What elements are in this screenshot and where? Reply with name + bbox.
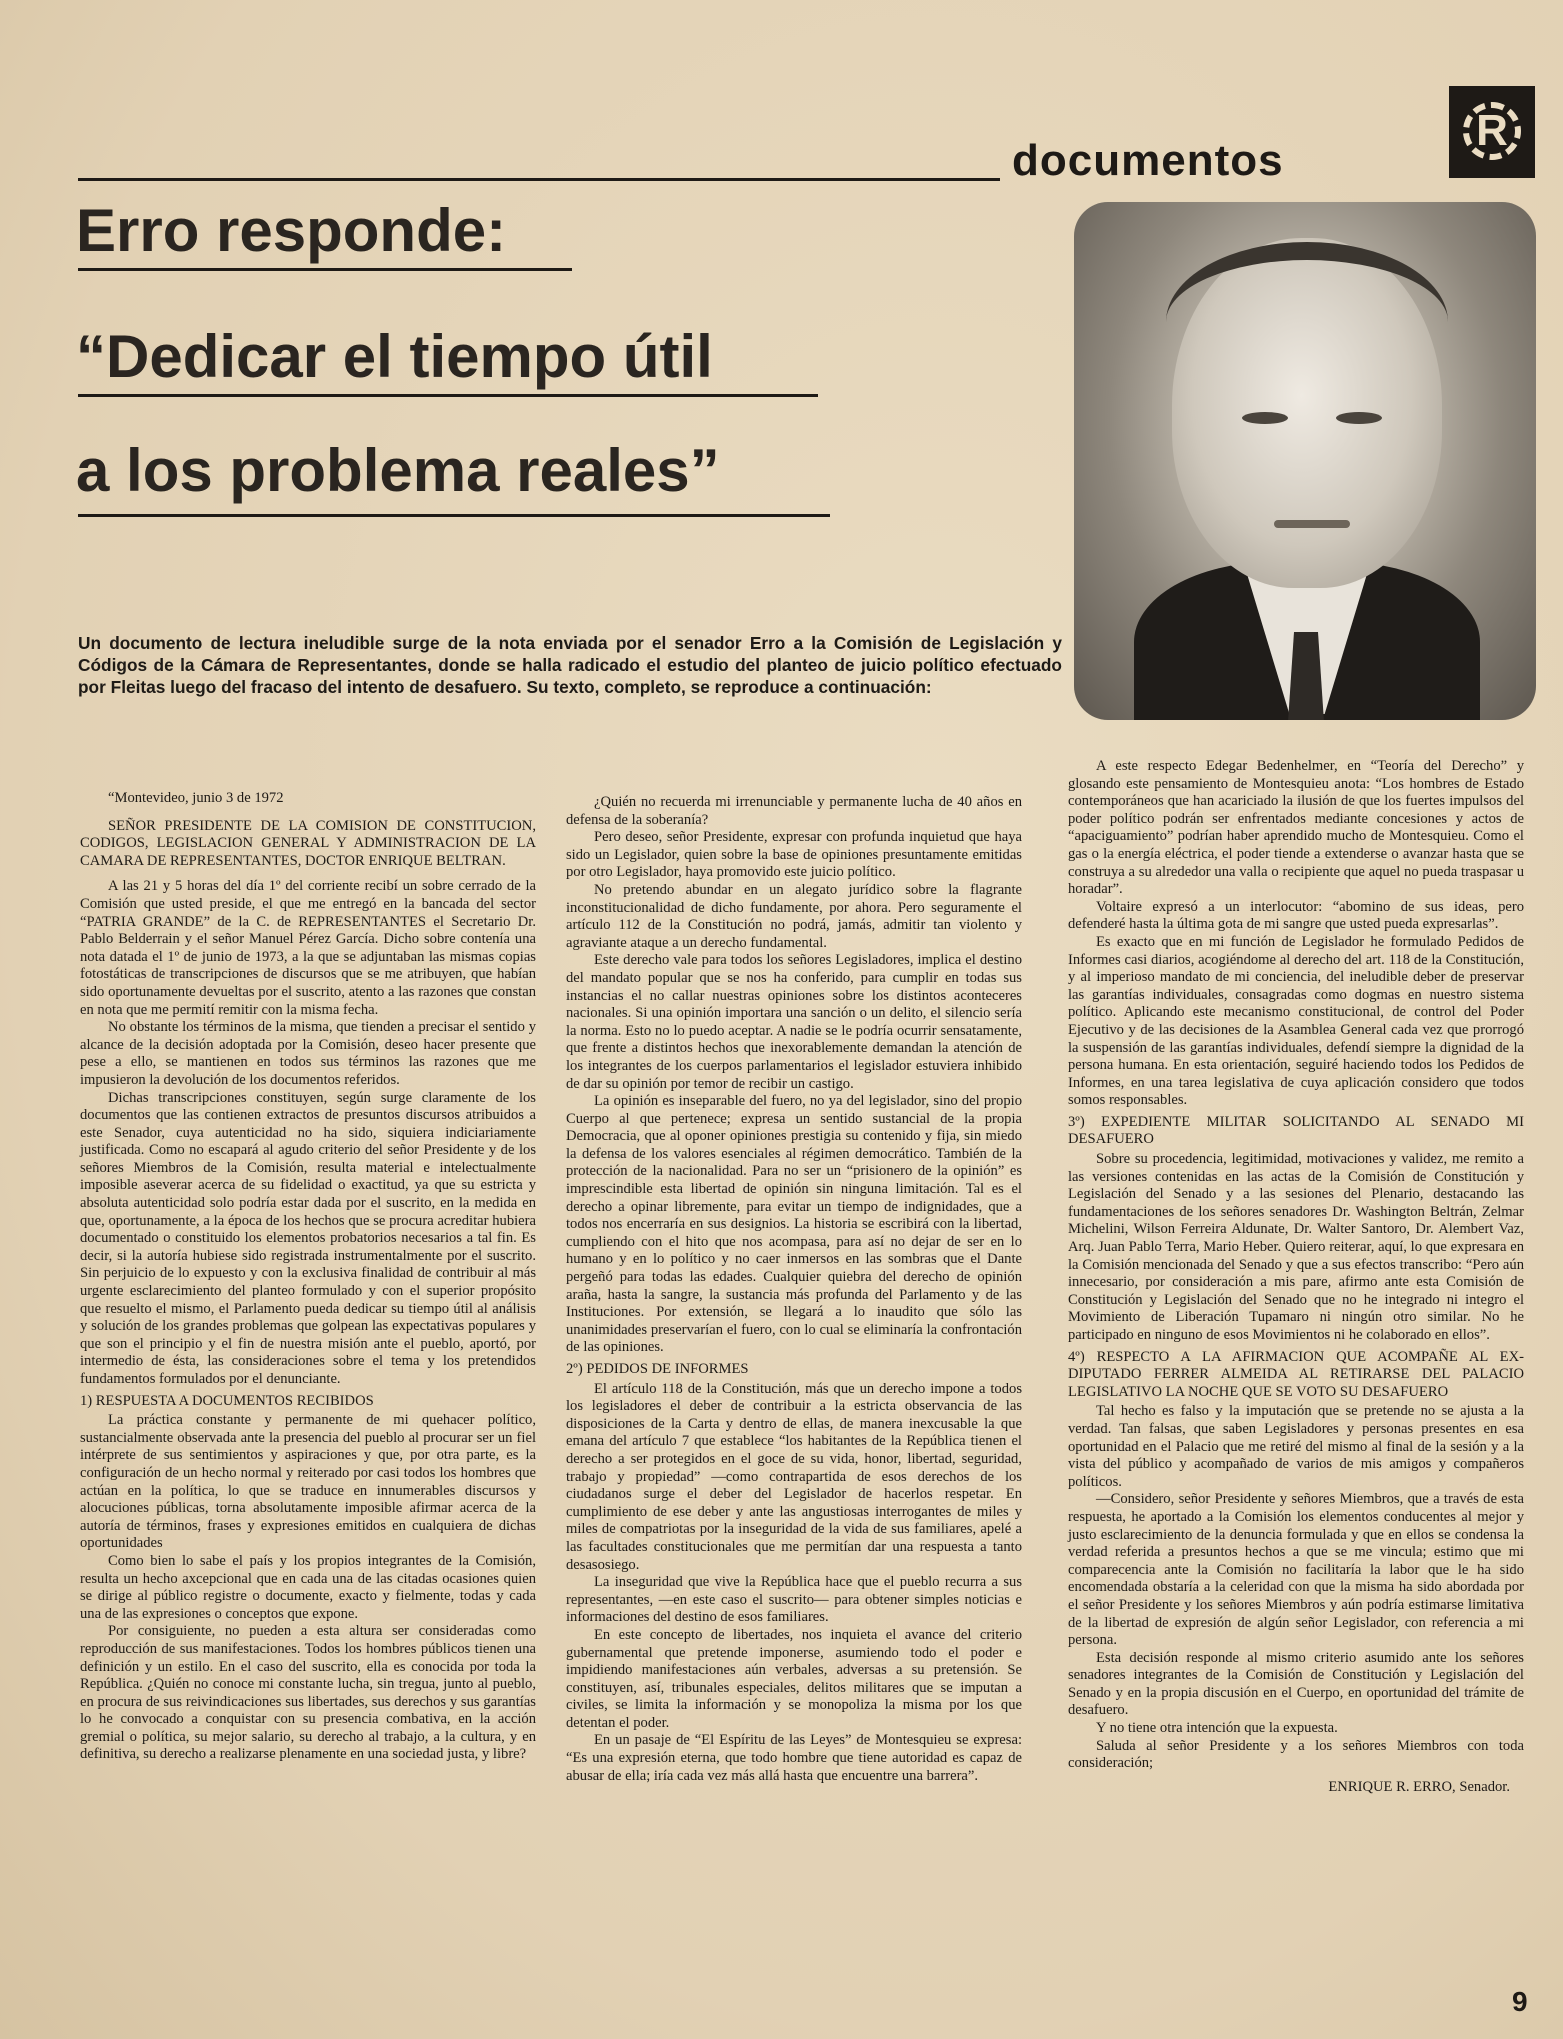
paragraph: ¿Quién no recuerda mi irrenunciable y permanente lucha de 40 años en defensa de la soberanía? — [566, 794, 1022, 828]
section-heading-3: 3º) EXPEDIENTE MILITAR SOLICITANDO AL SENADO MI DESAFUERO — [1068, 1113, 1524, 1148]
paragraph: Tal hecho es falso y la imputación que se pretende no se ajusta a la verdad. Tan falsas, que saben Legisladores y personas presentes en esa oportunidad en el Palacio que me retiré del mismo al final de la sesión y a la vista del público y acompañado de varios de mis amigos y compañeros políticos. — [1068, 1403, 1524, 1490]
headline-rule-1 — [78, 394, 818, 397]
section-label: documentos — [1012, 136, 1284, 185]
headline-rule-2 — [78, 514, 830, 517]
portrait-hair — [1166, 242, 1448, 402]
section-heading-1: 1) RESPUESTA A DOCUMENTOS RECIBIDOS — [80, 1392, 374, 1409]
paragraph: La opinión es inseparable del fuero, no ya del legislador, sino del propio Cuerpo al que pertenece; expresa un sentido sustancial de la propia Democracia, que al oponer opiniones prestigia su contenido y fija, sin miedo la defensa de los valores esenciales al régimen democrático. También de la protección de la nacionalidad. Para no ser un “prisionero de la opinión” es imprescindible esta libertad de opinión sin ninguna limitación. Tal es el derecho a opinar libremente, para evitar un tiempo de indignidades, que a todos nos encerraría en sus designios. La historia se escribirá con la libertad, cumpliendo con el hito que nos acompasa, para así no dejar de ser en lo humano y en lo político y no caer inmersos en las sombras que el Dante pergeñó para todas las edades. Cualquier quiebra del derecho de opinión araña, hasta la sangre, la sustancia más profunda del Parlamento y de las Instituciones. Por extensión, se llegará a lo inaudito que sólo las unanimidades preservarían el fuero, con lo cual se eliminaría la confrontación de las opiniones. — [566, 1093, 1022, 1356]
headline-line-2: a los problema reales” — [76, 437, 720, 504]
page-number: 9 — [1512, 1986, 1528, 2017]
dateline: “Montevideo, junio 3 de 1972 — [108, 790, 284, 806]
paragraph: Saluda al señor Presidente y a los señores Miembros con toda consideración; — [1068, 1737, 1524, 1772]
paragraph: Por consiguiente, no pueden a esta altura ser consideradas como reproducción de sus manifestaciones. Todos los hombres públicos tienen una definición y un estilo. En el caso del suscrito, ella es conocida por toda la República. ¿Quién no conoce mi constante lucha, sin tregua, junto al pueblo, en procura de sus reivindicaciones sus libertades, sus derechos y sus garantías lo he convocado a conquistar con su presencia combativa, en la acción gremial o política, su mejor salario, su derecho al trabajo, a la cultura, y en definitiva, su derecho a realizarse plenamente en una sociedad justa, y libre? — [80, 1623, 536, 1763]
signature: ENRIQUE R. ERRO, Senador. — [1328, 1778, 1510, 1795]
paragraph: Dichas transcripciones constituyen, según surge claramente de los documentos que las contienen extractos de presuntos discursos atribuidos a este Senador, cuya autenticidad no ha sido, siquiera indiciariamente justificada. Como no escapará al agudo criterio del señor Presidente y de los señores Miembros de la Comisión, resulta material e intelectualmente imposible aseverar acerca de su fidelidad o exactitud, ya que su estricta y absoluta autenticidad solo podría estar dada por el suscrito, en la medida en que, oportunamente, a la época de los hechos que se procura acreditar hubiera documentado o constituido los elementos probatorios necesarios a tal fin. Es decir, si la autoría hubiese sido registrada instrumentalmente por el suscrito. Sin perjuicio de lo expuesto y con la exclusiva finalidad de contribuir al más urgente esclarecimiento del planteo formulado y con el superior propósito que resuelto el mismo, el Parlamento pueda dedicar su tiempo útil al análisis y solución de los grandes problemas que golpean las expectativas populares y que son el principio y el fin de nuestra misión ante el pueblo, aportó, por intermedio de ésta, las consideraciones sobre el tema y los pretendidos fundamentos formulados por el denunciante. — [80, 1089, 536, 1387]
paragraph: Y no tiene otra intención que la expuesta. — [1096, 1720, 1338, 1737]
paragraph: La inseguridad que vive la República hace que el pueblo recurra a sus representantes, —en este caso el suscrito— para obtener simples noticias e informaciones del destino de esos familiares. — [566, 1574, 1022, 1626]
paragraph: No obstante los términos de la misma, que tienden a precisar el sentido y alcance de la decisión adoptada por la Comisión, deseo hacer presente que pese a ello, se mantienen en todos sus términos las razones que me impusieron la devolución de los documentos referidos. — [80, 1019, 536, 1088]
paragraph: Es exacto que en mi función de Legislador he formulado Pedidos de Informes casi diarios, acogiéndome al derecho del art. 118 de la Constitución, y al imperioso mandato de mi conciencia, del ineludible deber de preservar las garantías individuales, consagradas como dogmas en nuestro sistema político. Aplicando este mecanismo constitucional, de control del Poder Ejecutivo y de las decisiones de la Asamblea General cada vez que prorrogó la suspensión de las garantías individuales, defendí siempre la dignidad de la persona humana. En esta orientación, seguiré haciendo todos los Pedidos de Informes, en una tarea legislativa de cuya aplicación considero que todos somos responsables. — [1068, 933, 1524, 1109]
portrait-mouth — [1274, 520, 1350, 528]
portrait-eye-right — [1336, 412, 1382, 424]
paragraph: —Considero, señor Presidente y señores Miembros, que a través de esta respuesta, he aportado a la Comisión los elementos conducentes al mejor y justo esclarecimiento de la denuncia formulada y que en ellos se condensa la verdad referida a presuntos hechos a que se me vincula; estimo que mi comparecencia ante la Comisión no facilitaría la labor que le ha sido encomendada obstaría a la celeridad con que la misma ha sido abordada por el señor Presidente y los señores Miembros y aún podría estimarse limitativa de la libertad de expresión de algún señor Legislador, con referencia a mi persona. — [1068, 1491, 1524, 1649]
section-heading-4: 4º) RESPECTO A LA AFIRMACION QUE ACOMPAÑE AL EX-DIPUTADO FERRER ALMEIDA AL RETIRARSE DEL PALACIO LEGISLATIVO LA NOCHE QUE SE VOTO SU DESAFUERO — [1068, 1348, 1524, 1400]
magazine-logo-icon — [1449, 86, 1535, 178]
headline-kicker: Erro responde: — [76, 197, 507, 264]
paragraph: En un pasaje de “El Espíritu de las Leyes” de Montesquieu se expresa: “Es una expresión eterna, que todo hombre que tiene autoridad es capaz de abusar de ella; iría cada vez más allá hasta que encuentre una barrera”. — [566, 1732, 1022, 1784]
paragraph: Este derecho vale para todos los señores Legisladores, implica el destino del mandato popular que se nos ha conferido, para cumplir en todas sus instancias el no callar nuestras opiniones sobre los distintos aconteceres nacionales. Si una opinión importara una sanción o un delito, el silencio sería la norma. Esto no lo puedo aceptar. A nadie se le podría ocurrir sensatamente, que frente a distintos hechos que inexorablemente demandan la atención de los integrantes de los cuerpos parlamentarios el legislador estuviera inhibido de dar su opinión por temor de recibir un castigo. — [566, 952, 1022, 1092]
paragraph: Como bien lo sabe el país y los propios integrantes de la Comisión, resulta un hecho axcepcional que en cada una de las citadas ocasiones quien se dirige al público registre o documente, exacto y fielmente, todas y cada una de las expresiones o conceptos que expone. — [80, 1552, 536, 1622]
paragraph: A este respecto Edegar Bedenhelmer, en “Teoría del Derecho” y glosando este pensamiento de Montesquieu anota: “Los hombres de Estado contemporáneos que han acariciado la ilusión de que los fuertes impulsos del poder político podrán ser enfrentados mediante concesiones y actos de “apaciguamiento” podrían haber aprendido mucho de Montesquieu. Como el gas o la energía eléctrica, el poder tiende a extenderse o avanzar hasta que se construya a su alrededor una valla o recipiente que aquel no pueda traspasar u horadar”. — [1068, 758, 1524, 898]
article-column-1 — [80, 790, 536, 1764]
paragraph: Esta decisión responde al mismo criterio asumido ante los señores senadores integrantes de la Comisión de Constitución y Legislación del Senado y en la propia discusión en el Cuerpo, en oportunidad del trámite de desafuero. — [1068, 1649, 1524, 1719]
article-column-2 — [566, 794, 1022, 1785]
section-heading-2: 2º) PEDIDOS DE INFORMES — [566, 1361, 749, 1377]
headline-line-1: “Dedicar el tiempo útil — [76, 323, 713, 390]
paragraph: El artículo 118 de la Constitución, más que un derecho impone a todos los legisladores el deber de contribuir a la estricta observancia de las disposiciones de la Carta y dentro de ellas, de manera inexcusable la que emana del artículo 7 que establece “los habitantes de la República tienen el derecho a ser protegidos en el goce de su vida, honor, libertad, seguridad, trabajo y propiedad” —como contrapartida de esos derechos de los ciudadanos surge el deber del Legislador de hacerlos respetar. En cumplimiento de ese deber y ante las angustiosas interrogantes de miles y miles de compatriotas por la inseguridad de la vida de sus familiares, apelé a las facultades constitucionales que me permitían dar una respuesta a tanto desasosiego. — [566, 1380, 1022, 1573]
paragraph: Sobre su procedencia, legitimidad, motivaciones y validez, me remito a las versiones contenidas en las actas de la Comisión de Constitución y Legislación del Senado y a las sesiones del Plenario, destacando las fundamentaciones de los señores senadores Dr. Washington Beltrán, Zelmar Michelini, Wilson Ferreira Aldunate, Dr. Walter Santoro, Dr. Alembert Vaz, Arq. Juan Pablo Terra, Mario Heber. Quiero reiterar, aquí, lo que expresara en la Comisión mencionada del Senado y que a sus efectos transcribo: “Pero aún innecesario, por consideración a mis pare, afirmo ante esta Comisión de Constitución y Legislación del Senado que no he integrado ni integro el Movimiento de Liberación Tupamaro ni ningún otro similar. No he participado en ninguno de esos Movimientos ni he colaborado en ellos”. — [1068, 1151, 1524, 1343]
article-column-3 — [1068, 758, 1524, 1796]
paragraph: Voltaire expresó a un interlocutor: “abomino de sus ideas, pero defenderé hasta la última gota de mi sangre que usted pueda expresarlas”. — [1068, 898, 1524, 933]
kicker-rule — [78, 268, 572, 271]
paragraph: La práctica constante y permanente de mi quehacer político, sustancialmente observada ante la presencia del pueblo al procurar ser un fiel intérprete de sus sentimientos y aspiraciones y que, por otra parte, es la configuración de un hecho normal y reiterado por casi todos los hombres que actúan en la política, lo que se traduce en innumerables discursos y alocuciones públicas, torna absolutamente imposible afirmar acerca de la autoría de términos, frases y expresiones emitidos en cualquiera de dichas oportunidades — [80, 1412, 536, 1552]
paragraph: No pretendo abundar en un alegato jurídico sobre la flagrante inconstitucionalidad de dicho fundamente, por ahora. Pero seguramente el artículo 112 de la Constitución no podrá, jamás, admitir tan violento y agraviante ataque a un derecho fundamental. — [566, 881, 1022, 951]
portrait-photo — [1074, 202, 1536, 720]
paragraph: Pero deseo, señor Presidente, expresar con profunda inquietud que haya sido un Legislador, quien sobre la base de opiniones presuntamente emitidas por otro Legislador, haya promovido este juicio político. — [566, 829, 1022, 881]
paragraph: A las 21 y 5 horas del día 1º del corriente recibí un sobre cerrado de la Comisión que usted preside, el que me entregó en la bancada del sector “PATRIA GRANDE” de la C. de REPRESENTANTES el Secretario Dr. Pablo Belderrain y el señor Manuel Pérez García. Dicho sobre contenía una nota datada el 1º de junio de 1973, a la que se adjuntaban las mismas copias fotostáticas de transcripciones de discursos que se me atribuyen, que habían sido oportunamente devueltas por el suscrito, atento a las razones que constan en nota que me permití remitir con la misma fecha. — [80, 878, 536, 1018]
portrait-eye-left — [1242, 412, 1288, 424]
lead-paragraph: Un documento de lectura ineludible surge de la nota enviada por el senador Erro a la Comisión de Legislación y Códigos de la Cámara de Representantes, donde se halla radicado el estudio del planteo de juicio político efectuado por Fleitas luego del fracaso del intento de desafuero. Su texto, completo, se reproduce a continuación: — [78, 633, 1062, 697]
header-rule — [78, 178, 1000, 181]
paragraph: En este concepto de libertades, nos inquieta el avance del criterio gubernamental que pretende imponerse, asumiendo todo el poder e impidiendo manifestaciones aún verbales, adversas a su pretensión. Se constituyen, así, tribunales especiales, delitos militares que se imputan a civiles, se limita la información y se monopoliza la misma por los que detentan el poder. — [566, 1626, 1022, 1731]
logo-letter: R — [1476, 106, 1508, 155]
letter-address: SEÑOR PRESIDENTE DE LA COMISION DE CONSTITUCION, CODIGOS, LEGISLACION GENERAL Y ADMINISTRACION DE LA CAMARA DE REPRESENTANTES, DOCTOR ENRIQUE BELTRAN. — [80, 817, 536, 869]
